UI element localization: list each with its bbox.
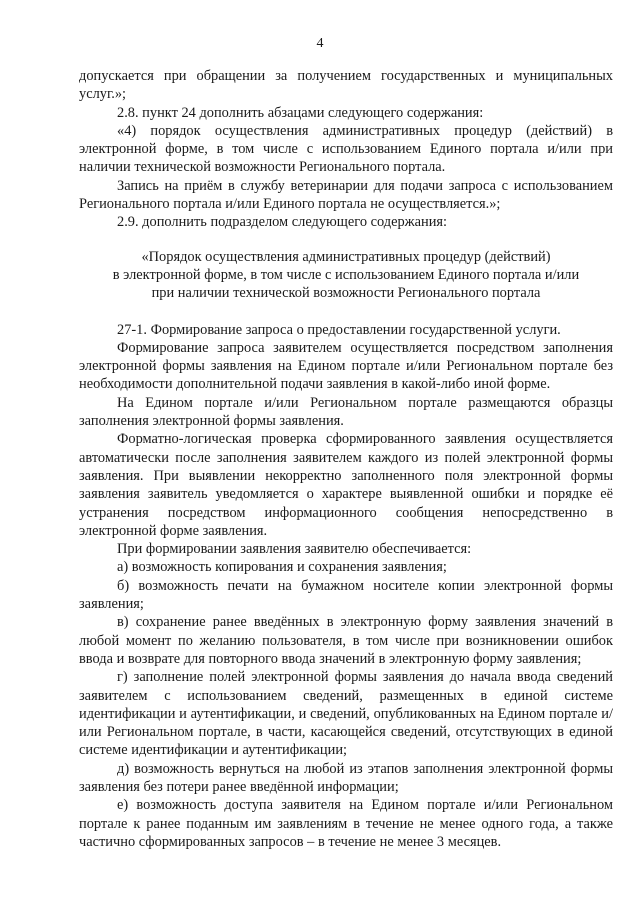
paragraph-appointment: Запись на приём в службу ветеринарии для подачи запроса с использованием Регионального портала и/или Единого портала не осуществляется.»;	[79, 177, 613, 213]
paragraph-item-2-9: 2.9. дополнить подразделом следующего содержания:	[117, 214, 448, 231]
list-item-v: в) сохранение ранее введённых в электронную форму заявления значений в любой момент по желанию пользователя, в том числе при возникновении ошибок ввода и возврате для повторного ввода значений в электронную форму заявления;	[79, 614, 613, 667]
paragraph-body: Формирование запроса заявителем осуществляется посредством заполнения электронной формы заявления на Едином портале и/или Региональном портале без необходимости дополнительной подачи заявления в какой-либо иной форме.	[79, 339, 613, 393]
list-item-b: б) возможность печати на бумажном носителе копии электронной формы заявления;	[79, 577, 613, 613]
list-item-g: г) заполнение полей электронной формы заявления до начала ввода сведений заявителем с использованием сведений, размещенных в единой системе идентификации и аутентификации, и сведений, опубликованных на Едином портале и/или Региональном портале, в части, касающейся сведений, отсутствующих в единой системе идентификации и аутентификации;	[79, 669, 613, 759]
heading-line: при наличии технической возможности Регионального портала	[151, 285, 541, 302]
list-item-e: е) возможность доступа заявителя на Едином портале и/или Региональном портале к ранее поданным им заявлениям в течение не менее одного года, а также частично сформированных запросов – в течение не менее 3 месяцев.	[79, 797, 613, 850]
paragraph-item-2-8: 2.8. пункт 24 дополнить абзацами следующего содержания:	[117, 104, 484, 121]
paragraph-27-1: 27-1. Формирование запроса о предоставлении государственной услуги.	[117, 321, 561, 338]
paragraph-continuation: допускается при обращении за получением государственных и муниципальных услуг.»;	[79, 68, 613, 103]
heading-line: в электронной форме, в том числе с использованием Единого портала и/или	[112, 266, 580, 283]
paragraph-body: При формировании заявления заявителю обеспечивается:	[117, 541, 472, 558]
subsection-heading	[79, 248, 613, 303]
paragraph-body: На Едином портале и/или Региональном портале размещаются образцы заполнения электронной формы заявления.	[79, 394, 613, 430]
document-body	[79, 67, 613, 851]
list-item-a: а) возможность копирования и сохранения заявления;	[117, 559, 447, 576]
page-number: 4	[316, 36, 324, 51]
list-item-d: д) возможность вернуться на любой из этапов заполнения электронной формы заявления без потери ранее введённой информации;	[79, 760, 613, 795]
heading-line: «Порядок осуществления административных процедур (действий)	[141, 248, 551, 265]
paragraph-quote-4: «4) порядок осуществления административных процедур (действий) в электронной форме, в том числе с использованием Единого портала и/или при наличии технической возможности Регионального портала.	[79, 122, 613, 176]
paragraph-body: Форматно-логическая проверка сформированного заявления осуществляется автоматически после заполнения заявителем каждого из полей электронной формы заявления. При выявлении некорректно заполненного поля электронной формы заявления заявитель уведомляется о характере выявленной ошибки и порядке её устранения посредством информационного сообщения непосредственно в электронной форме заявления.	[79, 431, 613, 539]
